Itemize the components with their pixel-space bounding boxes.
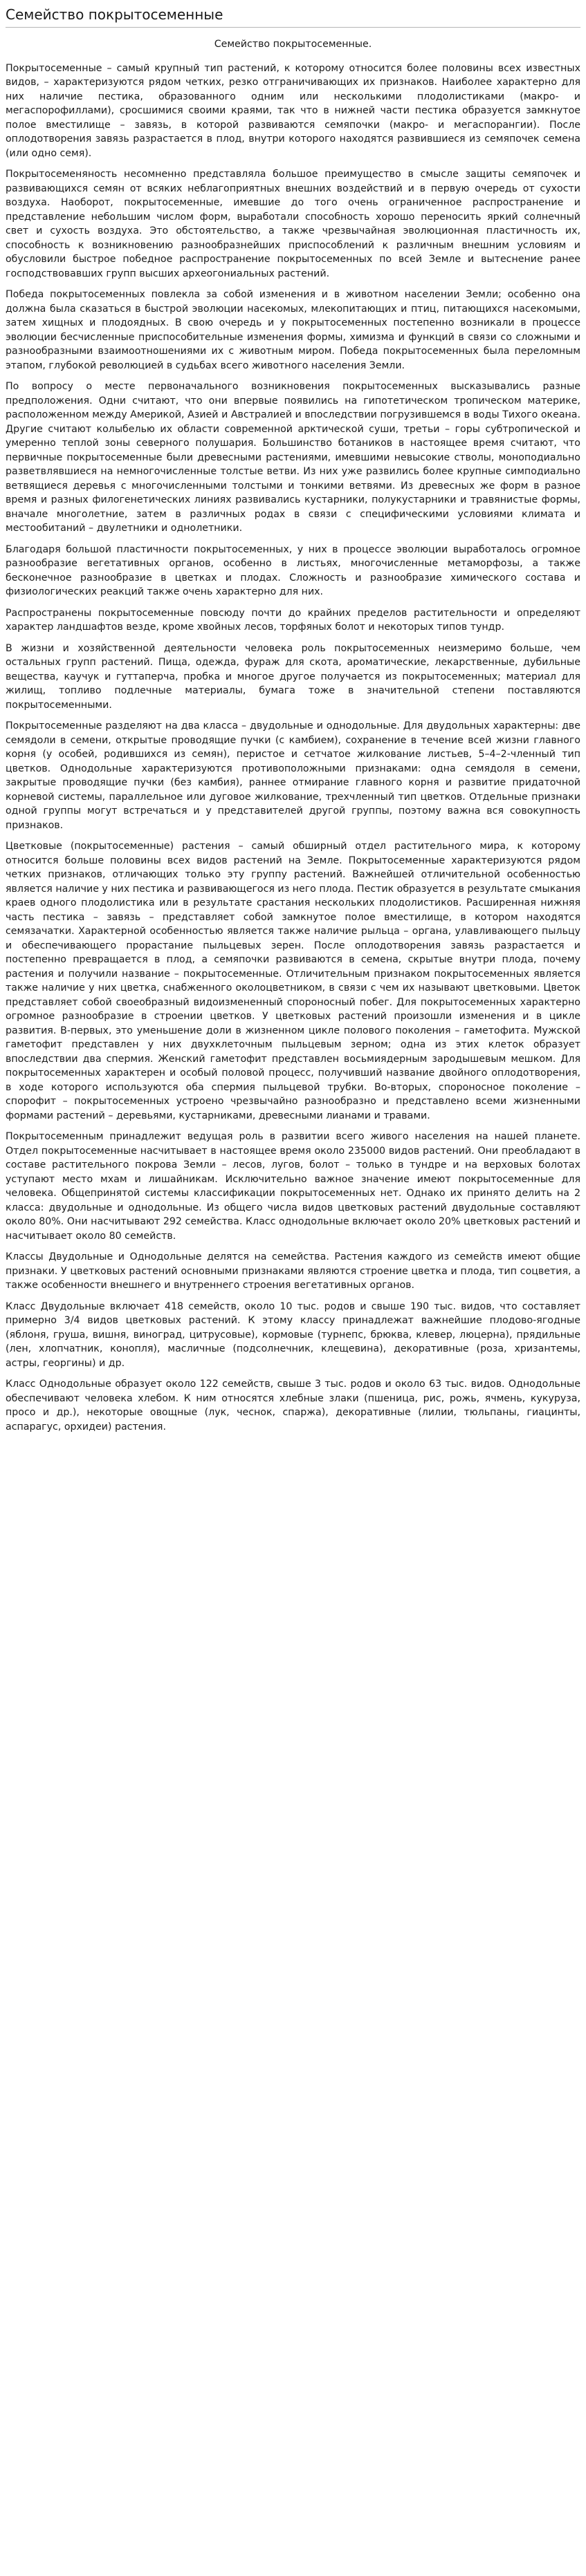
paragraph: Распространены покрытосеменные повсюду почти до крайних пределов растительности и определяют характер ландшафтов везде, кроме хвойных лесов, торфяных болот и некоторых типов тундр.	[6, 607, 580, 633]
paragraph: Покрытосеменяность несомненно представляла большое преимущество в смысле защиты семяпочек и развивающихся семян от всяких неблагоприятных внешних воздействий и в первую очередь от сухости воздуха. Наоборот, покрытосеменные, имевшие до того очень ограниченное распространение и представление небольшим числом форм, выработали способность хорошо переносить яркий солнечный свет и сухость воздуха. Это обстоятельство, а также чрезвычайная эволюционная пластичность их, способность к возникновению разнообразнейших приспособлений к различным внешним условиям и обусловили быстрое победное распространение покрытосеменных по всей Земле и вытеснение ранее господствовавших групп высших археогониальных растений.	[6, 169, 580, 279]
paragraph: Цветковые (покрытосеменные) растения – самый обширный отдел растительного мира, к которому относится больше половины всех видов растений на Земле. Покрытосеменные характеризуются рядом четких признаков, отличающих только эту группу растений. Важнейшей отличительной особенностью является наличие у них пестика и развивающегося из него плода. Пестик образуется в результате смыкания краев одного плодолистика или в результате срастания нескольких плодолистиков. Расширенная нижняя часть пестика – завязь – представляет собой замкнутое полое вместилище, в котором находятся семязачатки. Характерной особенностью является также наличие рыльца – органа, улавливающего пыльцу и обеспечивающего прорастание пыльцевых зерен. После оплодотворения завязь разрастается и постепенно превращается в плод, а семяпочки развиваются в семена, скрытые внутри плода, почему растения и получили название – покрытосеменные. Отличительным признаком покрытосеменных является также наличие у них цветка, снабженного околоцветником, в связи с чем их называют цветковыми. Цветок представляет собой своеобразный видоизмененный спороносный побег. Для покрытосеменных характерно огромное разнообразие в строении цветков. У цветковых растений произошли изменения и в цикле развития. В-первых, это уменьшение доли в жизненном цикле полового поколения – гаметофита. Мужской гаметофит представлен у них двухклеточным пыльцевым зерном; одна из этих клеток образует впоследствии два спермия. Женский гаметофит представлен восьмиядерным зародышевым мешком. Для покрытосеменных характерен и особый половой процесс, получивший название двойного оплодотворения, в ходе которого используются оба спермия пыльцевой трубки. Во-вторых, спороносное поколение – спорофит – покрытосеменных устроено чрезвычайно разнообразно и представлено всеми жизненными формами растений – деревьями, кустарниками, древесными лианами и травами.	[6, 841, 581, 1121]
paragraph: В жизни и хозяйственной деятельности человека роль покрытосеменных неизмеримо больше, чем остальных групп растений. Пища, одежда, фураж для скота, ароматические, лекарственные, дубильные вещества, каучук и гуттаперча, пробка и многое другое получается из покрытосеменных; материал для жилищ, топливо подлечные материалы, бумага тоже в значительной степени поставляются покрытосеменными.	[6, 642, 580, 711]
paragraph: Покрытосеменным принадлежит ведущая роль в развитии всего живого населения на нашей планете. Отдел покрытосеменные насчитывает в настоящее время около 235000 видов растений. Они преобладают в составе растительного покрова Земли – лесов, лугов, болот – только в тундре и на верховых болотах уступают место мхам и лишайникам. Исключительно важное значение имеют покрытосеменные для человека. Общепринятой системы классификации покрытосеменных нет. Однако их принято делить на 2 класса: двудольные и однодольные. Из общего числа видов цветковых растений двудольные составляют около 80%. Они насчитывают 292 семейства. Класс однодольные включает около 20% цветковых растений и насчитывает около 80 семейств.	[6, 1131, 580, 1242]
paragraph: Покрытосеменные – самый крупный тип растений, к которому относится более половины всех известных видов, – характеризуются рядом четких, резко отграничивающих их признаков. Наиболее характерно для них наличие пестика, образованного одним или несколькими плодолистиками (макро- и мегаспорофиллами), сросшимися своими краями, так что в нижней части пестика образуется замкнутое полое вместилище – завязь, в которой развиваются семяпочки (макро- и мегаспорангии). После оплодотворения завязь разрастается в плод, внутри которого находятся развившиеся из семяпочек семена (или одно семя).	[6, 62, 580, 159]
page-title: Семейство покрытосеменные	[6, 6, 580, 28]
paragraph: Класс Двудольные включает 418 семейств, около 10 тыс. родов и свыше 190 тыс. видов, что составляет примерно 3/4 видов цветковых растений. К этому классу принадлежат важнейшие плодово-ягодные (яблоня, груша, вишня, виноград, цитрусовые), кормовые (турнепс, брюква, клевер, люцерна), прядильные (лен, хлопчатник, конопля), масличные (подсолнечник, клещевина), декоративные (роза, хризантемы, астры, георгины) и др.	[6, 1300, 580, 1369]
paragraph: По вопросу о месте первоначального возникновения покрытосеменных высказывались разные предположения. Одни считают, что они впервые появились на гипотетическом тропическом материке, расположенном между Америкой, Азией и Австралией и впоследствии погрузившемся в воды Тихого океана. Другие считают колыбелью их области современной арктической суши, третьи – горы субтропической и умеренно теплой зоны северного полушария. Большинство ботаников в настоящее время считают, что первичные покрытосеменные были древесными растениями, имевшими невысокие стволы, моноподиально разветвлявшиеся на немногочисленные толстые ветви. Из них уже развились более крупные симподиально ветвящиеся деревья с многочисленными толстыми и тонкими ветвями. Из древесных же форм в разное время и разных филогенетических линиях развивались кустарники, полукустарники и травянистые формы, вначале многолетние, затем в различных родах в связи с специфическими условиями климата и местообитаний – двулетники и однолетники.	[6, 381, 580, 534]
paragraph: Победа покрытосеменных повлекла за собой изменения и в животном населении Земли; особенно она должна была сказаться в быстрой эволюции насекомых, млекопитающих и птиц, питающихся насекомыми, затем хищных и плодоядных. В свою очередь и у покрытосеменных постепенно возникали в процессе эволюции бесчисленные приспособительные изменения формы, химизма и функций в связи со сложными и разнообразными взаимоотношениями их с животным миром. Победа покрытосеменных была переломным этапом, глубокой революцией в судьбах всего животного населения Земли.	[6, 289, 580, 371]
paragraph: Покрытосеменные разделяют на два класса – двудольные и однодольные. Для двудольных характерны: две семядоли в семени, открытые проводящие пучки (с камбием), сохранение в течение всей жизни главного корня (у особей, родившихся из семян), перистое и сетчатое жилкование листьев, 5–4–2-членный тип цветков. Однодольные характеризуются противоположными признаками: одна семядоля в семени, закрытые проводящие пучки (без камбия), раннее отмирание главного корня и развитие придаточной корневой системы, параллельное или дуговое жилкование, трехчленный тип цветков. Отдельные признаки одной группы могут встречаться и у представителей другой группы, поэтому важна вся совокупность признаков.	[6, 720, 580, 831]
paragraph: Благодаря большой пластичности покрытосеменных, у них в процессе эволюции выработалось огромное разнообразие вегетативных органов, особенно в листьях, многочисленные метаморфозы, а также бесконечное разнообразие в цветках и плодах. Сложность и разнообразие химического состава и физиологических реакций также очень характерно для них.	[6, 543, 580, 597]
paragraph: Классы Двудольные и Однодольные делятся на семейства. Растения каждого из семейств имеют общие признаки. У цветковых растений основными признаками являются строение цветка и плода, тип соцветия, а также особенности внешнего и внутреннего строения вегетативных органов.	[6, 1251, 580, 1291]
article-body	[6, 62, 580, 1435]
paragraph: Класс Однодольные образует около 122 семейств, свыше 3 тыс. родов и около 63 тыс. видов. Однодольные обеспечивают человека хлебом. К ним относятся хлебные злаки (пшеница, рис, рожь, ячмень, кукуруза, просо и др.), некоторые овощные (лук, чеснок, спаржа), декоративные (лилии, тюльпаны, гиацинты, аспарагус, орхидеи) растения.	[6, 1379, 580, 1432]
article-subtitle: Семейство покрытосеменные.	[214, 39, 372, 50]
